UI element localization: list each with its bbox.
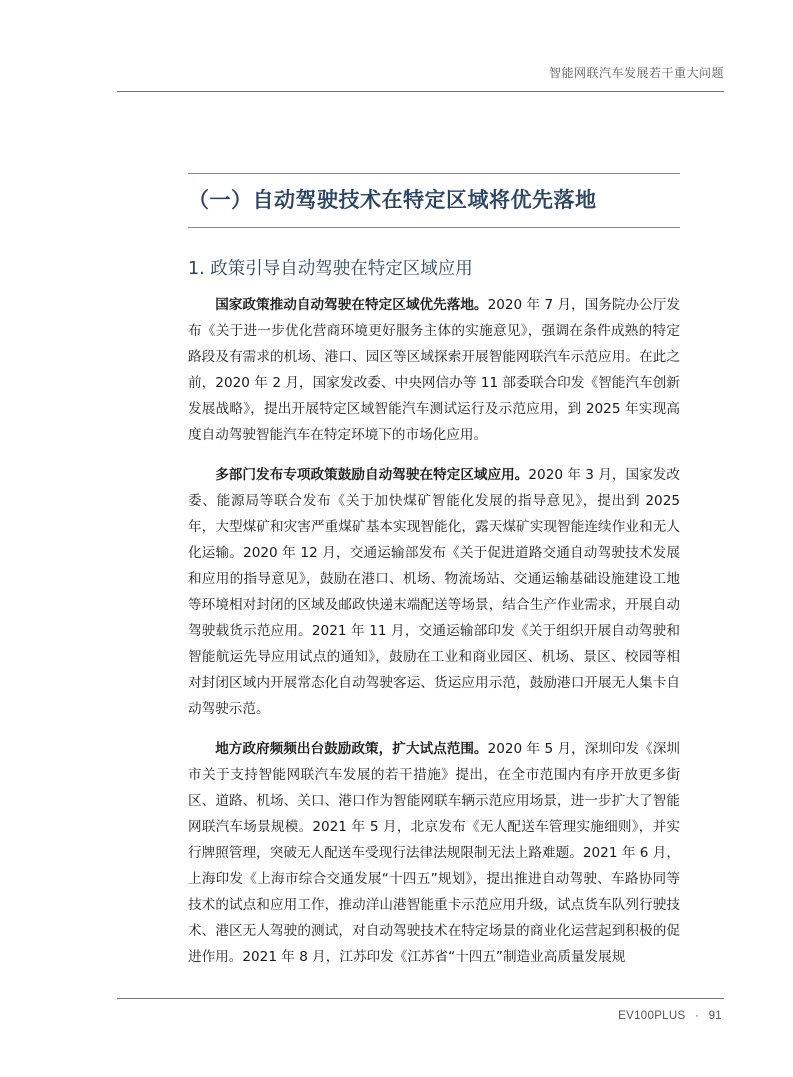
paragraph-text: 2020 年 5 月，深圳印发《深圳市关于支持智能网联汽车发展的若干措施》提出，在全市范围内有序开放更多街区、道路、机场、关口、港口作为智能网联车辆示范应用场景，进一步扩大了智能网联汽车场景规模。2021 年 5 月，北京发布《无人配送车管理实施细则》，并实行牌照管理，突破无人配送车受现行法律法规限制无法上路难题。2021 年 6 月，上海印发《上海市综合交通发展“十四五”规划》，提出推进自动驾驶、车路协同等技术的试点和应用工作，推动洋山港智能重卡示范应用升级，试点货车队列行驶技术、港区无人驾驶的测试，对自动驾驶技术在特定场景的商业化运营起到积极的促进作用。2021 年 8 月，江苏印发《江苏省“十四五”制造业高质量发展规	[188, 741, 680, 965]
subsection-title: 1. 政策引导自动驾驶在特定区域应用	[188, 259, 473, 279]
section-title-top-rule	[188, 173, 680, 174]
paragraph-lead: 国家政策推动自动驾驶在特定区域优先落地。	[215, 297, 488, 313]
body-text	[188, 292, 680, 984]
footer-divider	[117, 998, 724, 999]
footer-publisher: EV100PLUS	[618, 1010, 686, 1022]
section-title: （一）自动驾驶技术在特定区域将优先落地	[188, 188, 597, 212]
running-header: 智能网联汽车发展若干重大问题	[548, 66, 724, 80]
paragraph-local-policy	[188, 736, 680, 970]
paragraph-lead: 地方政府频频出台鼓励政策，扩大试点范围。	[215, 741, 488, 757]
section-title-bottom-rule	[188, 227, 680, 228]
paragraph-national-policy	[188, 292, 680, 448]
footer-separator: ·	[694, 1010, 700, 1022]
paragraph-ministry-policy	[188, 462, 680, 722]
paragraph-text: 2020 年 3 月，国家发改委、能源局等联合发布《关于加快煤矿智能化发展的指导意见》，提出到 2025 年，大型煤矿和灾害严重煤矿基本实现智能化，露天煤矿实现智能连续作业和无人化运输。2020 年 12 月，交通运输部发布《关于促进道路交通自动驾驶技术发展和应用的指导意见》，鼓励在港口、机场、物流场站、交通运输基础设施建设工地等环境相对封闭的区域及邮政快递末端配送等场景，结合生产作业需求，开展自动驾驶载货示范应用。2021 年 11 月，交通运输部印发《关于组织开展自动驾驶和智能航运先导应用试点的通知》，鼓励在工业和商业园区、机场、景区、校园等相对封闭区域内开展常态化自动驾驶客运、货运应用示范，鼓励港口开展无人集卡自动驾驶示范。	[188, 467, 680, 717]
paragraph-lead: 多部门发布专项政策鼓励自动驾驶在特定区域应用。	[215, 467, 529, 483]
page-footer	[117, 1010, 722, 1022]
paragraph-text: 2020 年 7 月，国务院办公厅发布《关于进一步优化营商环境更好服务主体的实施意见》，强调在条件成熟的特定路段及有需求的机场、港口、园区等区域探索开展智能网联汽车示范应用。在此之前，2020 年 2 月，国家发改委、中央网信办等 11 部委联合印发《智能汽车创新发展战略》，提出开展特定区域智能汽车测试运行及示范应用，到 2025 年实现高度自动驾驶智能汽车在特定环境下的市场化应用。	[188, 297, 680, 443]
header-divider	[117, 91, 724, 92]
page-number: 91	[708, 1010, 722, 1022]
